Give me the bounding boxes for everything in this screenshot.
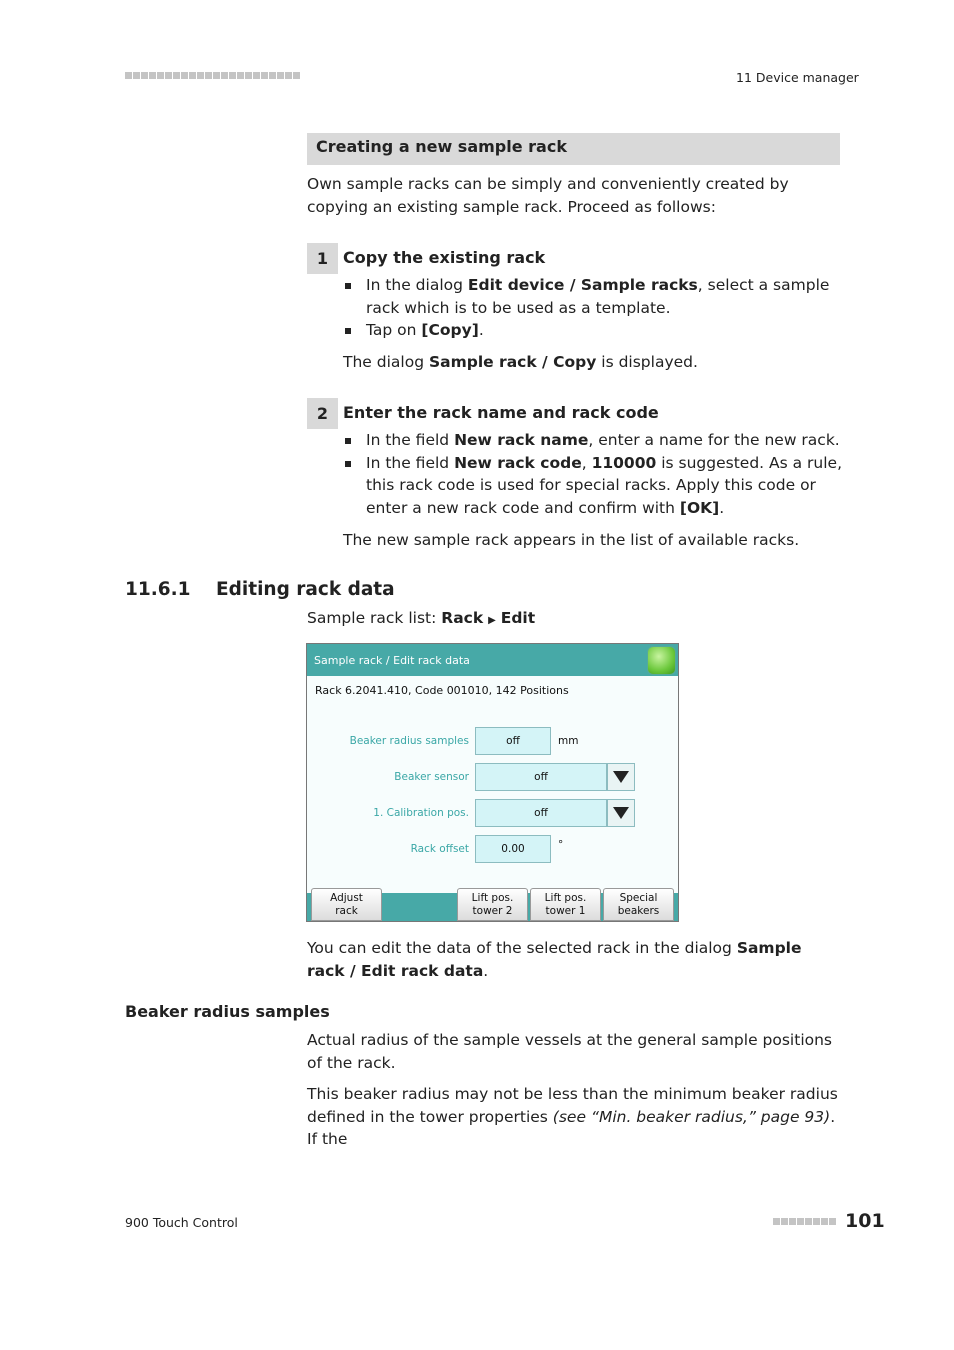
- header-decoration: [125, 72, 300, 79]
- beaker-radius-heading: Beaker radius samples: [125, 1002, 330, 1021]
- button-label: Special: [619, 892, 658, 904]
- rack-info: Rack 6.2041.410, Code 001010, 142 Positions: [315, 684, 569, 697]
- beaker-sensor-dropdown-button[interactable]: [607, 763, 635, 791]
- step-number-1: 1: [307, 243, 338, 274]
- lift-pos-tower-1-button[interactable]: [530, 888, 601, 921]
- footer-decoration: [773, 1218, 836, 1225]
- button-label: tower 2: [472, 905, 513, 917]
- rack-offset-unit: °: [558, 839, 564, 851]
- beaker-radius-unit: mm: [558, 735, 579, 747]
- step-1-result: The dialog Sample rack / Copy is displayed.: [343, 353, 698, 371]
- subsection-heading: [125, 579, 191, 600]
- field-label-calibration: 1. Calibration pos.: [373, 807, 469, 819]
- step-number-2: 2: [307, 398, 338, 429]
- ok-button[interactable]: [647, 646, 676, 675]
- subsection-title: Editing rack data: [216, 579, 395, 600]
- lift-pos-tower-2-button[interactable]: [457, 888, 528, 921]
- section-intro: Own sample racks can be simply and conveniently created by copying an existing sample rack. Proceed as follows:: [307, 175, 789, 216]
- step-2-bullets: [343, 429, 843, 519]
- button-label: tower 1: [545, 905, 586, 917]
- field-label-rack-offset: Rack offset: [410, 843, 469, 855]
- field-label-beaker-radius: Beaker radius samples: [349, 735, 469, 747]
- button-label: Lift pos.: [544, 892, 587, 904]
- beaker-radius-para-2: This beaker radius may not be less than the minimum beaker radius defined in the tower properties (see “Min. beaker radius,” page 93). If the: [307, 1085, 838, 1148]
- menu-path: Sample rack list: Rack ▶ Edit: [307, 609, 536, 627]
- calibration-pos-dropdown-button[interactable]: [607, 799, 635, 827]
- chevron-down-icon: [613, 807, 629, 819]
- dialog-screenshot: [306, 643, 679, 922]
- subsection-number: 11.6.1: [125, 579, 191, 600]
- dialog-title: Sample rack / Edit rack data: [314, 653, 470, 667]
- step-title-1: Copy the existing rack: [343, 248, 546, 267]
- list-item: In the dialog Edit device / Sample racks, select a sample rack which is to be used as a template.: [343, 274, 843, 319]
- beaker-sensor-select[interactable]: off: [475, 763, 607, 791]
- step-1-bullets: [343, 274, 843, 342]
- section-title-text: Creating a new sample rack: [316, 137, 567, 156]
- field-label-beaker-sensor: Beaker sensor: [394, 771, 469, 783]
- step-title-2: Enter the rack name and rack code: [343, 403, 659, 422]
- button-label: rack: [335, 905, 358, 917]
- list-item: Tap on [Copy].: [343, 319, 843, 342]
- dialog-title-bar: [307, 644, 678, 676]
- button-label: Lift pos.: [471, 892, 514, 904]
- page-number: 101: [845, 1210, 885, 1232]
- path-arrow-icon: ▶: [488, 615, 496, 626]
- beaker-radius-input[interactable]: off: [475, 727, 551, 755]
- footer-product: 900 Touch Control: [125, 1215, 238, 1230]
- button-label: beakers: [617, 905, 660, 917]
- list-item: In the field New rack name, enter a name for the new rack.: [343, 429, 843, 452]
- special-beakers-button[interactable]: [603, 888, 674, 921]
- list-item: In the field New rack code, 110000 is suggested. As a rule, this rack code is used for special racks. Apply this code or enter a new rack code and confirm with [OK].: [343, 452, 843, 520]
- rack-offset-input[interactable]: 0.00: [475, 835, 551, 863]
- dialog-body: [307, 676, 678, 893]
- dialog-description: You can edit the data of the selected rack in the dialog Sample rack / Edit rack data.: [307, 939, 802, 980]
- button-label: Adjust: [330, 892, 363, 904]
- header-chapter: 11 Device manager: [736, 70, 859, 85]
- adjust-rack-button[interactable]: [311, 888, 382, 921]
- step-2-result: The new sample rack appears in the list of available racks.: [343, 531, 800, 549]
- calibration-pos-select[interactable]: off: [475, 799, 607, 827]
- chevron-down-icon: [613, 771, 629, 783]
- section-title: [307, 133, 840, 165]
- beaker-radius-para-1: Actual radius of the sample vessels at the general sample positions of the rack.: [307, 1031, 833, 1072]
